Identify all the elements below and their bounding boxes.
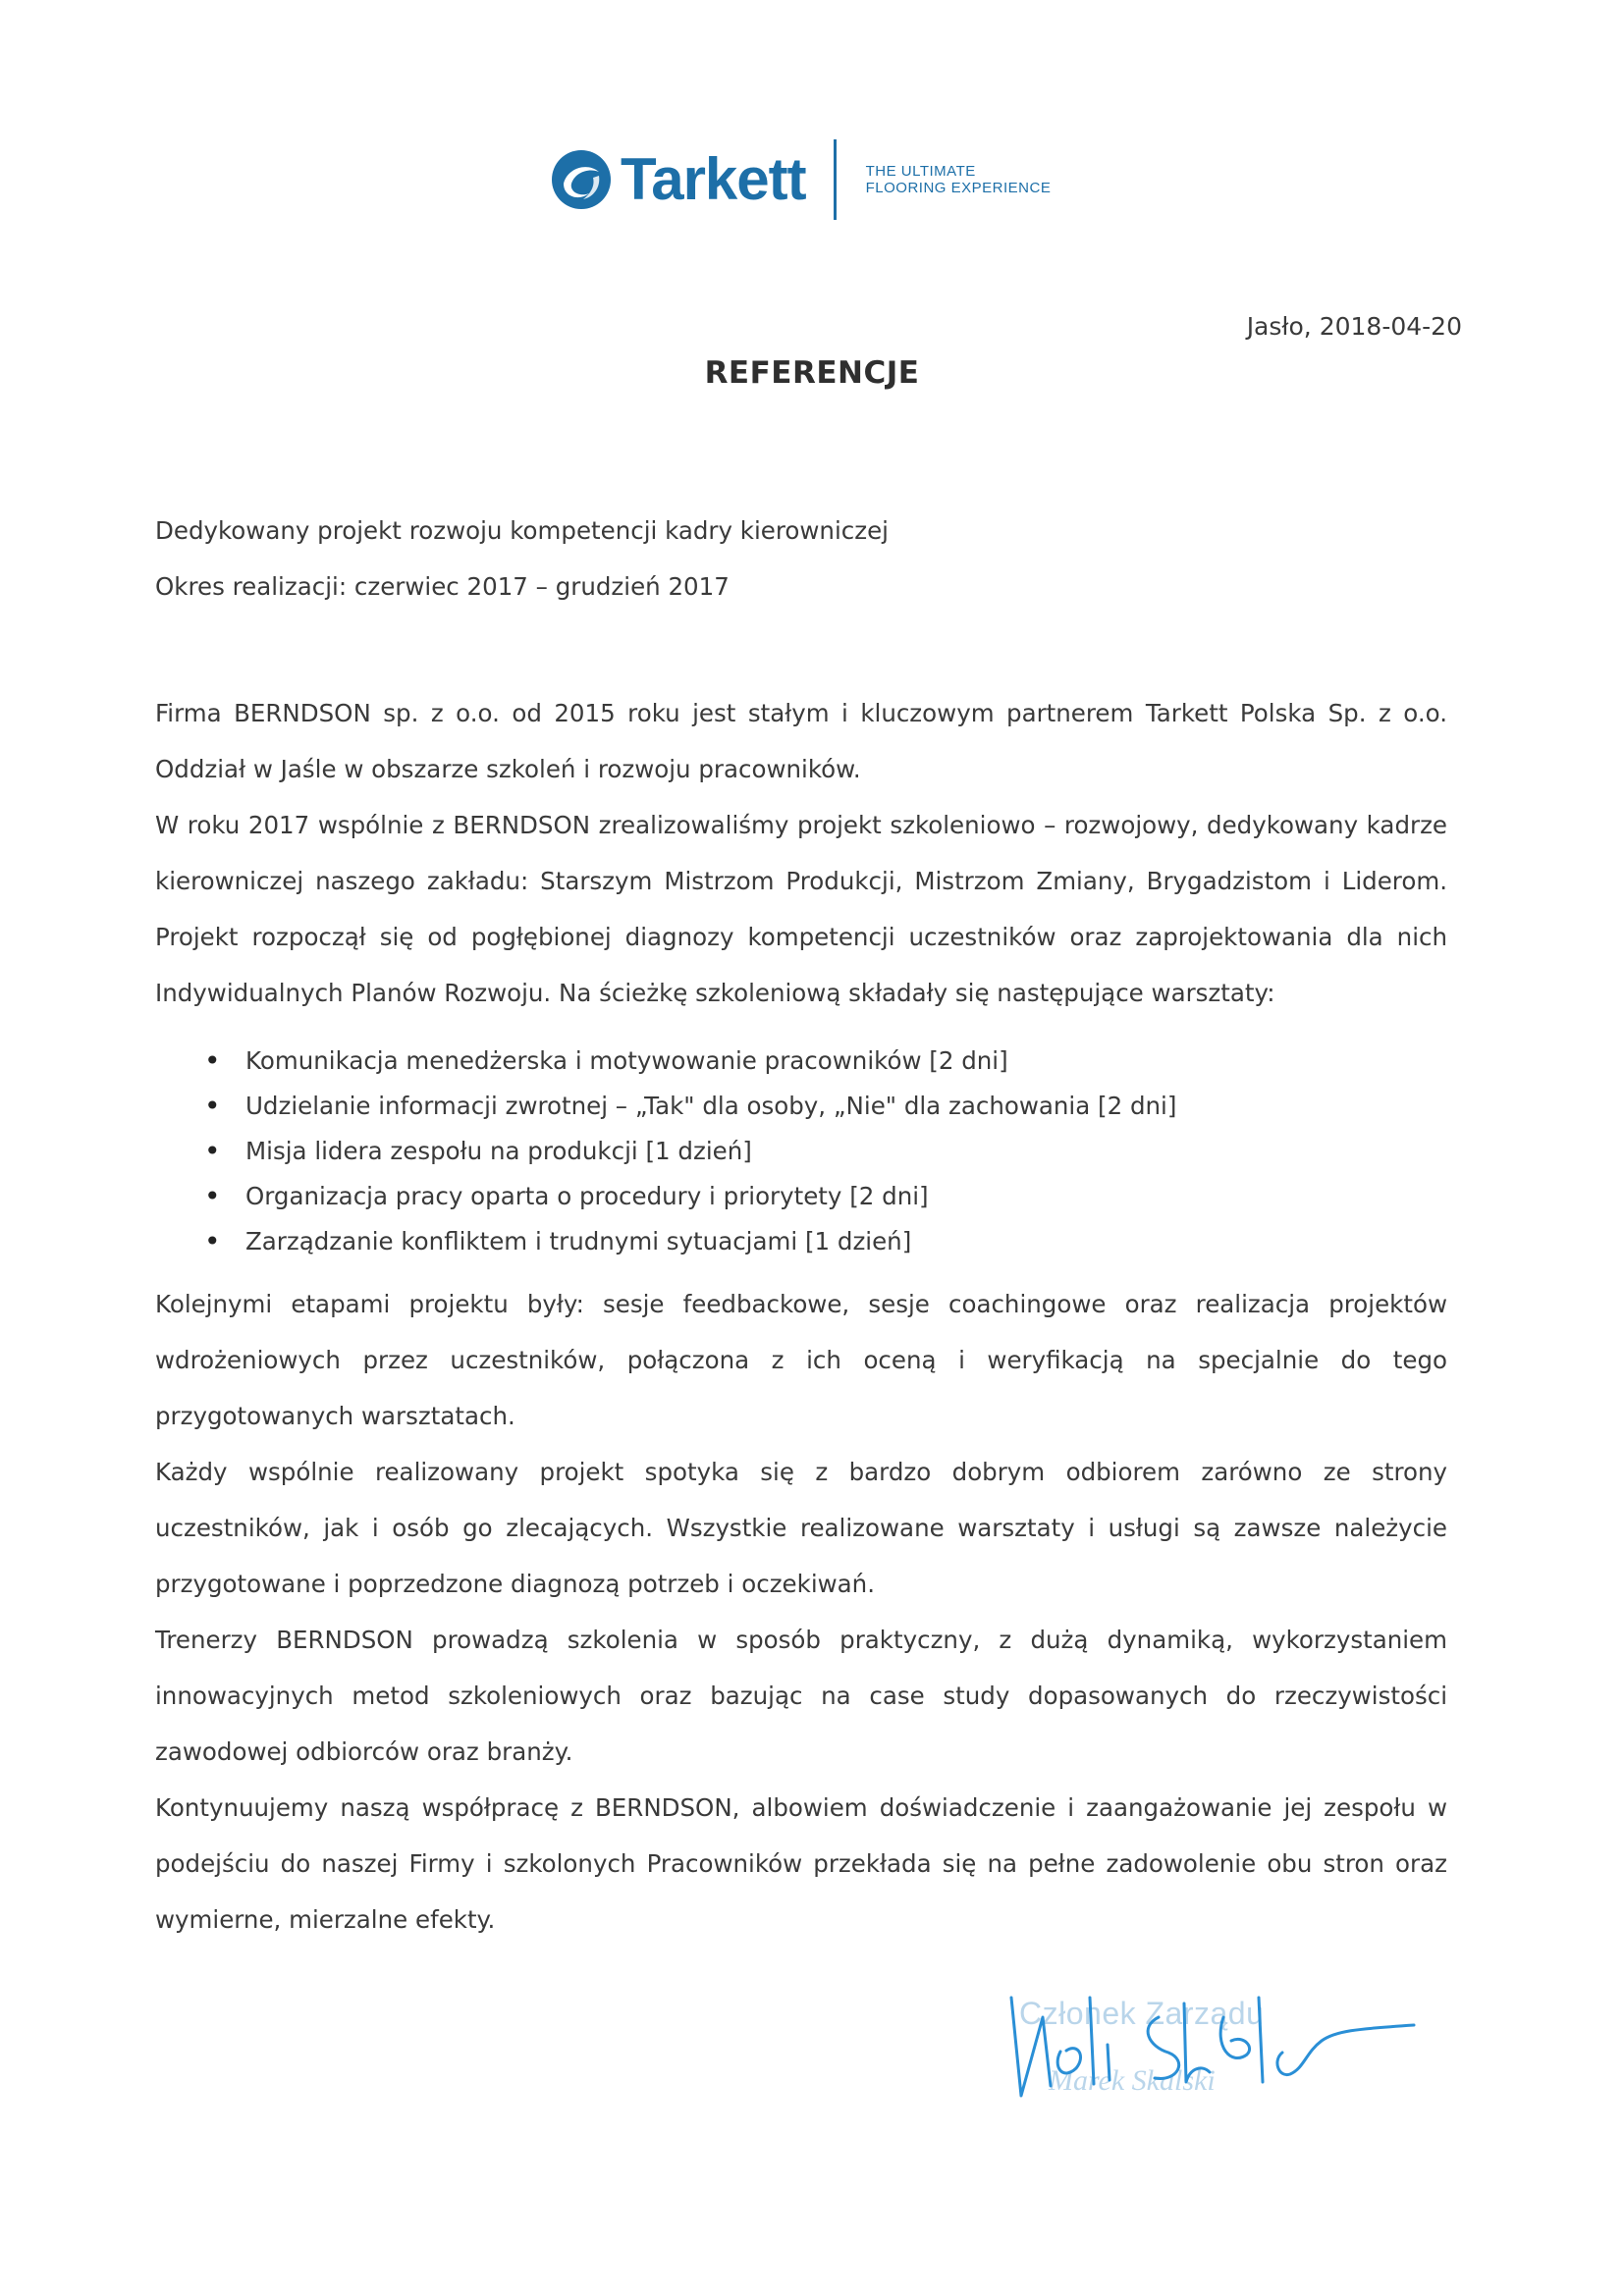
paragraph-partnership: Firma BERNDSON sp. z o.o. od 2015 roku jest stałym i kluczowym partnerem Tarkett Polska Sp. z o.o. Oddział w Jaśle w obszarze szkoleń i rozwoju pracowników. bbox=[155, 699, 1447, 783]
paragraph-next-stages: Kolejnymi etapami projektu były: sesje feedbackowe, sesje coachingowe oraz realizacja projektów wdrożeniowych przez uczestników, połączona z ich oceną i weryfikacją na specjalnie do tego przygotowanych warsztatach. bbox=[155, 1290, 1447, 1430]
logo-divider bbox=[834, 139, 837, 220]
tagline-line-2: FLOORING EXPERIENCE bbox=[865, 180, 1052, 196]
workshop-list bbox=[155, 1039, 1447, 1264]
letter-date: Jasło, 2018-04-20 bbox=[1246, 312, 1462, 341]
stamp-title: Członek Zarządu bbox=[1019, 1996, 1265, 2031]
project-name: Dedykowany projekt rozwoju kompetencji kadry kierowniczej bbox=[155, 516, 889, 545]
project-intro bbox=[155, 503, 1447, 614]
stamp-name: Marek Skalski bbox=[1049, 2064, 1216, 2097]
paragraph-reception: Każdy wspólnie realizowany projekt spotyka się z bardzo dobrym odbiorem zarówno ze strony uczestników, jak i osób go zlecających. Wszystkie realizowane warsztaty i usługi są zawsze należycie przygotowane i poprzedzone diagnozą potrzeb i oczekiwań. bbox=[155, 1458, 1447, 1598]
workshop-list-item: • Zarządzanie konfliktem i trudnymi sytuacjami [1 dzień] bbox=[155, 1219, 1447, 1264]
tagline-line-1: THE ULTIMATE bbox=[865, 163, 976, 180]
paragraph-project-description: W roku 2017 wspólnie z BERNDSON zrealizowaliśmy projekt szkoleniowo – rozwojowy, dedykowany kadrze kierowniczej naszego zakładu: Starszym Mistrzom Produkcji, Mistrzom Zmiany, Brygadzistom i Liderom. Projekt rozpoczął się od pogłębionej diagnozy kompetencji uczestników oraz zaprojektowania dla nich Indywidualnych Planów Rozwoju. Na ścieżkę szkoleniową składały się następujące warsztaty: bbox=[155, 811, 1447, 1007]
tarkett-logo bbox=[550, 135, 1051, 224]
paragraph-continuation: Kontynuujemy naszą współpracę z BERNDSON, albowiem doświadczenie i zaangażowanie jej zespołu w podejściu do naszej Firmy i szkolonych Pracowników przekłada się na pełne zadowolenie obu stron oraz wymierne, mierzalne efekty. bbox=[155, 1793, 1447, 1934]
workshop-list-item: • Misja lidera zespołu na produkcji [1 dzień] bbox=[155, 1129, 1447, 1174]
handwritten-signature bbox=[992, 1958, 1424, 2145]
letter-title: REFERENCJE bbox=[704, 355, 920, 391]
workshop-list-item: • Komunikacja menedżerska i motywowanie pracowników [2 dni] bbox=[155, 1039, 1447, 1084]
logo-wordmark: Tarkett bbox=[621, 146, 806, 212]
workshop-list-item: • Udzielanie informacji zwrotnej – „Tak" dla osoby, „Nie" dla zachowania [2 dni] bbox=[155, 1084, 1447, 1129]
spacer bbox=[155, 650, 1447, 685]
signature-block bbox=[992, 1958, 1424, 2145]
workshop-list-item: • Organizacja pracy oparta o procedury i priorytety [2 dni] bbox=[155, 1174, 1447, 1219]
tarkett-swirl-logo-icon bbox=[550, 148, 613, 211]
logo-tagline bbox=[866, 163, 1052, 196]
project-period: Okres realizacji: czerwiec 2017 – grudzień 2017 bbox=[155, 572, 730, 601]
letter-body bbox=[155, 503, 1447, 1948]
paragraph-trainers: Trenerzy BERNDSON prowadzą szkolenia w sposób praktyczny, z dużą dynamiką, wykorzystaniem innowacyjnych metod szkoleniowych oraz bazując na case study dopasowanych do rzeczywistości zawodowej odbiorców oraz branży. bbox=[155, 1626, 1447, 1766]
